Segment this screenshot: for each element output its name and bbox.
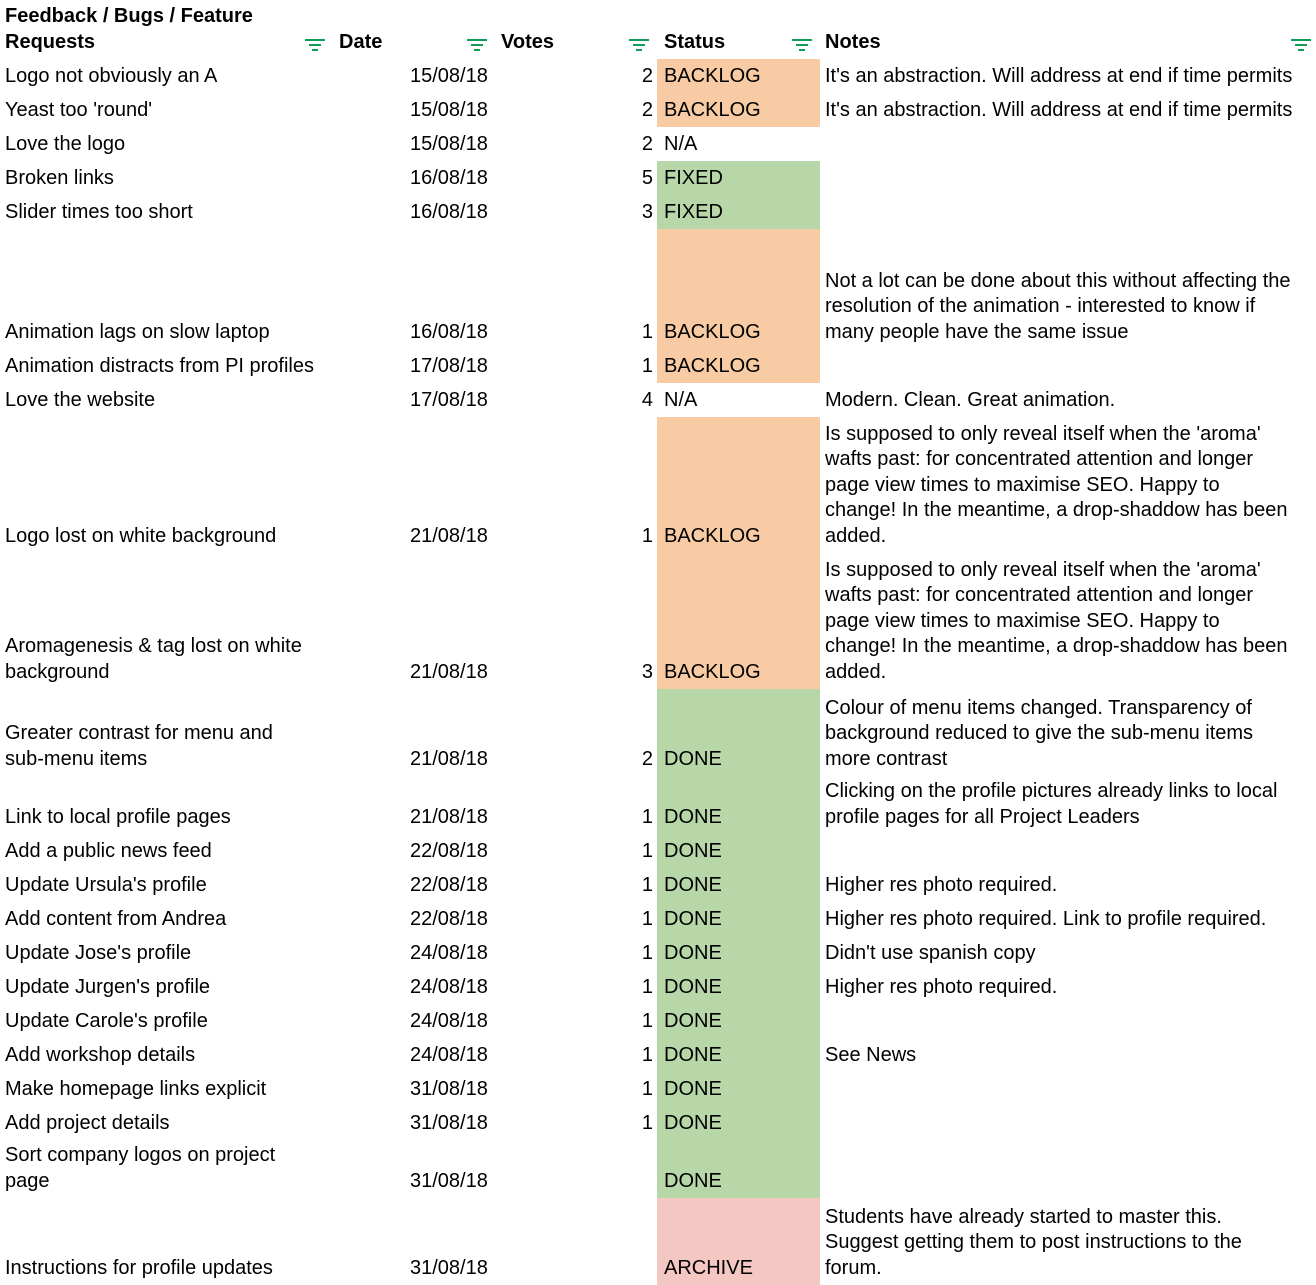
votes-text: 1	[641, 1111, 653, 1134]
status-cell[interactable]	[657, 776, 820, 834]
table-row	[0, 868, 1316, 902]
request-cell[interactable]	[0, 1106, 333, 1140]
notes-text: Colour of menu items changed. Transparency of background reduced to give the sub-menu items more contrast	[825, 696, 1254, 770]
date-cell[interactable]	[333, 161, 495, 195]
votes-cell[interactable]	[495, 229, 657, 349]
status-cell[interactable]	[657, 689, 820, 776]
request-cell[interactable]	[0, 229, 333, 349]
filter-icon[interactable]	[304, 37, 326, 53]
status-text: FIXED	[664, 200, 723, 223]
date-cell[interactable]	[333, 229, 495, 349]
date-cell[interactable]	[333, 1072, 495, 1106]
status-cell[interactable]	[657, 195, 820, 229]
date-cell[interactable]	[333, 1198, 495, 1285]
votes-text: 1	[641, 941, 653, 964]
table-row	[0, 1038, 1316, 1072]
votes-cell[interactable]	[495, 161, 657, 195]
votes-cell[interactable]	[495, 59, 657, 93]
votes-cell[interactable]	[495, 970, 657, 1004]
date-cell[interactable]	[333, 868, 495, 902]
table-row	[0, 936, 1316, 970]
notes-cell[interactable]	[820, 229, 1316, 349]
status-text: BACKLOG	[664, 524, 761, 547]
request-text: Update Ursula's profile	[5, 873, 207, 896]
request-text: Make homepage links explicit	[5, 1077, 267, 1100]
notes-text: Higher res photo required.	[825, 873, 1058, 896]
votes-text: 1	[641, 839, 653, 862]
date-text: 21/08/18	[410, 805, 488, 828]
request-text: Love the logo	[5, 132, 126, 155]
votes-text: 1	[641, 320, 653, 343]
notes-text: Is supposed to only reveal itself when the 'aroma' wafts past: for concentrated attention and longer page view times to maximise SEO. Happy to change! In the meantime, a drop-shaddow has been added.	[825, 558, 1288, 683]
notes-cell[interactable]	[820, 868, 1316, 902]
status-text: DONE	[664, 941, 722, 964]
status-text: DONE	[664, 839, 722, 862]
date-text: 22/08/18	[410, 873, 488, 896]
votes-cell[interactable]	[495, 1140, 657, 1198]
request-text: Update Jurgen's profile	[5, 975, 211, 998]
table-row	[0, 1198, 1316, 1285]
date-cell[interactable]	[333, 1004, 495, 1038]
status-text: BACKLOG	[664, 64, 761, 87]
table-row	[0, 161, 1316, 195]
notes-text: Students have already started to master this. Suggest getting them to post instructions to the forum.	[825, 1205, 1242, 1279]
notes-text: Modern. Clean. Great animation.	[825, 388, 1116, 411]
notes-cell[interactable]	[820, 970, 1316, 1004]
status-text: FIXED	[664, 166, 723, 189]
date-cell[interactable]	[333, 93, 495, 127]
status-text: N/A	[664, 132, 698, 155]
request-cell[interactable]	[0, 689, 333, 776]
table-row	[0, 127, 1316, 161]
notes-text: It's an abstraction. Will address at end if time permits	[825, 64, 1293, 87]
status-text: ARCHIVE	[664, 1256, 753, 1279]
request-text: Aromagenesis & tag lost on white background	[5, 635, 302, 683]
status-cell[interactable]	[657, 1072, 820, 1106]
date-cell[interactable]	[333, 553, 495, 689]
notes-cell[interactable]	[820, 1198, 1316, 1285]
votes-cell[interactable]	[495, 1004, 657, 1038]
request-text: Link to local profile pages	[5, 805, 231, 828]
status-cell[interactable]	[657, 868, 820, 902]
votes-text: 1	[641, 805, 653, 828]
date-text: 21/08/18	[410, 524, 488, 547]
header-votes-label: Votes	[501, 30, 554, 53]
notes-cell[interactable]	[820, 1038, 1316, 1072]
table-row	[0, 1072, 1316, 1106]
date-text: 24/08/18	[410, 975, 488, 998]
date-text: 31/08/18	[410, 1169, 488, 1192]
votes-text: 2	[641, 64, 653, 87]
status-cell[interactable]	[657, 229, 820, 349]
table-row	[0, 417, 1316, 553]
votes-text: 1	[641, 975, 653, 998]
date-text: 31/08/18	[410, 1256, 488, 1279]
date-cell[interactable]	[333, 936, 495, 970]
request-text: Animation lags on slow laptop	[5, 320, 270, 343]
header-status-label: Status	[664, 30, 726, 53]
request-text: Add workshop details	[5, 1043, 196, 1066]
status-text: DONE	[664, 747, 722, 770]
notes-text: See News	[825, 1043, 917, 1066]
status-text: DONE	[664, 975, 722, 998]
votes-cell[interactable]	[495, 195, 657, 229]
header-notes-cell[interactable]	[820, 0, 1316, 59]
votes-text: 2	[641, 98, 653, 121]
request-cell[interactable]	[0, 127, 333, 161]
status-cell[interactable]	[657, 936, 820, 970]
notes-cell[interactable]	[820, 902, 1316, 936]
status-cell[interactable]	[657, 161, 820, 195]
request-text: Broken links	[5, 166, 114, 189]
request-text: Update Carole's profile	[5, 1009, 208, 1032]
votes-cell[interactable]	[495, 1106, 657, 1140]
request-cell[interactable]	[0, 868, 333, 902]
request-text: Slider times too short	[5, 200, 193, 223]
request-cell[interactable]	[0, 383, 333, 417]
status-text: DONE	[664, 1111, 722, 1134]
status-cell[interactable]	[657, 1106, 820, 1140]
header-request-label: Feedback / Bugs / Feature Requests	[5, 5, 253, 53]
status-cell[interactable]	[657, 417, 820, 553]
status-text: N/A	[664, 388, 698, 411]
table-row	[0, 229, 1316, 349]
status-text: DONE	[664, 907, 722, 930]
table-row	[0, 902, 1316, 936]
status-text: DONE	[664, 1043, 722, 1066]
request-cell[interactable]	[0, 1140, 333, 1198]
notes-text: Is supposed to only reveal itself when the 'aroma' wafts past: for concentrated attention and longer page view times to maximise SEO. Happy to change! In the meantime, a drop-shaddow has been added.	[825, 422, 1288, 547]
status-cell[interactable]	[657, 127, 820, 161]
notes-text: It's an abstraction. Will address at end if time permits	[825, 98, 1293, 121]
date-text: 21/08/18	[410, 747, 488, 770]
request-cell[interactable]	[0, 834, 333, 868]
notes-text: Higher res photo required. Link to profile required.	[825, 907, 1267, 930]
date-cell[interactable]	[333, 349, 495, 383]
status-cell[interactable]	[657, 970, 820, 1004]
header-request-cell[interactable]	[0, 0, 333, 59]
date-text: 24/08/18	[410, 1043, 488, 1066]
votes-text: 2	[641, 747, 653, 770]
notes-cell[interactable]	[820, 1140, 1316, 1198]
table-row	[0, 383, 1316, 417]
votes-cell[interactable]	[495, 383, 657, 417]
request-text: Add content from Andrea	[5, 907, 227, 930]
table-row	[0, 689, 1316, 776]
request-cell[interactable]	[0, 902, 333, 936]
votes-cell[interactable]	[495, 776, 657, 834]
notes-cell[interactable]	[820, 161, 1316, 195]
date-cell[interactable]	[333, 1106, 495, 1140]
notes-cell[interactable]	[820, 689, 1316, 776]
date-cell[interactable]	[333, 902, 495, 936]
header-status-cell[interactable]	[657, 0, 820, 59]
date-cell[interactable]	[333, 195, 495, 229]
request-text: Add a public news feed	[5, 839, 212, 862]
status-cell[interactable]	[657, 553, 820, 689]
votes-cell[interactable]	[495, 902, 657, 936]
votes-cell[interactable]	[495, 834, 657, 868]
date-text: 16/08/18	[410, 200, 488, 223]
votes-cell[interactable]	[495, 689, 657, 776]
votes-cell[interactable]	[495, 349, 657, 383]
date-cell[interactable]	[333, 1140, 495, 1198]
votes-text: 3	[641, 660, 653, 683]
date-text: 22/08/18	[410, 839, 488, 862]
table-row	[0, 1004, 1316, 1038]
table-row	[0, 834, 1316, 868]
notes-text: Higher res photo required.	[825, 975, 1058, 998]
filter-icon[interactable]	[466, 37, 488, 53]
notes-cell[interactable]	[820, 417, 1316, 553]
votes-text: 1	[641, 1009, 653, 1032]
date-text: 21/08/18	[410, 660, 488, 683]
date-cell[interactable]	[333, 383, 495, 417]
status-text: BACKLOG	[664, 354, 761, 377]
date-text: 16/08/18	[410, 320, 488, 343]
notes-text: Clicking on the profile pictures already links to local profile pages for all Project Leaders	[825, 780, 1278, 828]
filter-icon[interactable]	[791, 37, 813, 53]
request-cell[interactable]	[0, 936, 333, 970]
request-cell[interactable]	[0, 1038, 333, 1072]
header-votes-cell[interactable]	[495, 0, 657, 59]
table-row	[0, 776, 1316, 834]
table-row	[0, 970, 1316, 1004]
notes-cell[interactable]	[820, 93, 1316, 127]
votes-cell[interactable]	[495, 868, 657, 902]
notes-cell[interactable]	[820, 127, 1316, 161]
table-row	[0, 59, 1316, 93]
date-cell[interactable]	[333, 970, 495, 1004]
date-text: 16/08/18	[410, 166, 488, 189]
votes-text: 2	[641, 132, 653, 155]
votes-cell[interactable]	[495, 936, 657, 970]
votes-text: 3	[641, 200, 653, 223]
date-cell[interactable]	[333, 689, 495, 776]
status-cell[interactable]	[657, 902, 820, 936]
table-row	[0, 93, 1316, 127]
date-cell[interactable]	[333, 59, 495, 93]
status-text: DONE	[664, 1077, 722, 1100]
notes-text: Didn't use spanish copy	[825, 941, 1036, 964]
request-cell[interactable]	[0, 553, 333, 689]
request-text: Logo lost on white background	[5, 524, 277, 547]
header-notes-label: Notes	[825, 30, 881, 53]
notes-cell[interactable]	[820, 553, 1316, 689]
votes-text: 1	[641, 1043, 653, 1066]
date-text: 17/08/18	[410, 388, 488, 411]
votes-text: 1	[641, 354, 653, 377]
request-cell[interactable]	[0, 161, 333, 195]
status-text: BACKLOG	[664, 98, 761, 121]
date-text: 15/08/18	[410, 98, 488, 121]
request-text: Instructions for profile updates	[5, 1256, 273, 1279]
date-text: 17/08/18	[410, 354, 488, 377]
table-row	[0, 195, 1316, 229]
date-text: 15/08/18	[410, 132, 488, 155]
request-text: Add project details	[5, 1111, 170, 1134]
request-cell[interactable]	[0, 1004, 333, 1038]
notes-cell[interactable]	[820, 834, 1316, 868]
notes-cell[interactable]	[820, 1004, 1316, 1038]
notes-cell[interactable]	[820, 195, 1316, 229]
request-text: Greater contrast for menu and sub-menu items	[5, 722, 273, 770]
date-text: 15/08/18	[410, 64, 488, 87]
request-cell[interactable]	[0, 970, 333, 1004]
request-cell[interactable]	[0, 1072, 333, 1106]
request-text: Update Jose's profile	[5, 941, 192, 964]
request-cell[interactable]	[0, 349, 333, 383]
status-cell[interactable]	[657, 834, 820, 868]
request-text: Yeast too 'round'	[5, 98, 153, 121]
date-cell[interactable]	[333, 417, 495, 553]
status-text: DONE	[664, 805, 722, 828]
votes-cell[interactable]	[495, 1198, 657, 1285]
notes-cell[interactable]	[820, 936, 1316, 970]
votes-cell[interactable]	[495, 1038, 657, 1072]
header-date-cell[interactable]	[333, 0, 495, 59]
request-cell[interactable]	[0, 1198, 333, 1285]
header-row	[0, 0, 1316, 59]
status-cell[interactable]	[657, 349, 820, 383]
request-cell[interactable]	[0, 417, 333, 553]
status-text: DONE	[664, 1009, 722, 1032]
date-cell[interactable]	[333, 776, 495, 834]
table-row	[0, 553, 1316, 689]
table-row	[0, 1106, 1316, 1140]
status-cell[interactable]	[657, 93, 820, 127]
votes-text: 1	[641, 524, 653, 547]
notes-cell[interactable]	[820, 383, 1316, 417]
request-text: Logo not obviously an A	[5, 64, 218, 87]
request-text: Animation distracts from PI profiles	[5, 354, 314, 377]
status-text: DONE	[664, 1169, 722, 1192]
request-text: Love the website	[5, 388, 156, 411]
date-text: 31/08/18	[410, 1111, 488, 1134]
status-text: DONE	[664, 873, 722, 896]
request-cell[interactable]	[0, 93, 333, 127]
table-row	[0, 349, 1316, 383]
status-text: BACKLOG	[664, 660, 761, 683]
date-text: 31/08/18	[410, 1077, 488, 1100]
date-text: 22/08/18	[410, 907, 488, 930]
status-cell[interactable]	[657, 1004, 820, 1038]
votes-text: 5	[641, 166, 653, 189]
status-cell[interactable]	[657, 1140, 820, 1198]
votes-cell[interactable]	[495, 93, 657, 127]
status-cell[interactable]	[657, 59, 820, 93]
request-text: Sort company logos on project page	[5, 1144, 276, 1192]
notes-cell[interactable]	[820, 349, 1316, 383]
notes-cell[interactable]	[820, 59, 1316, 93]
header-date-label: Date	[339, 30, 383, 53]
date-cell[interactable]	[333, 834, 495, 868]
status-cell[interactable]	[657, 1198, 820, 1285]
request-cell[interactable]	[0, 776, 333, 834]
votes-text: 4	[641, 388, 653, 411]
notes-cell[interactable]	[820, 1072, 1316, 1106]
votes-text: 1	[641, 1077, 653, 1100]
date-cell[interactable]	[333, 127, 495, 161]
status-cell[interactable]	[657, 383, 820, 417]
status-text: BACKLOG	[664, 320, 761, 343]
date-text: 24/08/18	[410, 941, 488, 964]
votes-cell[interactable]	[495, 1072, 657, 1106]
status-cell[interactable]	[657, 1038, 820, 1072]
notes-cell[interactable]	[820, 776, 1316, 834]
votes-cell[interactable]	[495, 553, 657, 689]
filter-icon[interactable]	[1290, 37, 1312, 53]
date-cell[interactable]	[333, 1038, 495, 1072]
votes-text: 1	[641, 873, 653, 896]
table-body	[0, 59, 1316, 1285]
request-cell[interactable]	[0, 195, 333, 229]
table-row	[0, 1140, 1316, 1198]
date-text: 24/08/18	[410, 1009, 488, 1032]
notes-text: Not a lot can be done about this without affecting the resolution of the animation - interested to know if many people have the same issue	[825, 269, 1291, 343]
request-cell[interactable]	[0, 59, 333, 93]
notes-cell[interactable]	[820, 1106, 1316, 1140]
votes-cell[interactable]	[495, 417, 657, 553]
filter-icon[interactable]	[628, 37, 650, 53]
votes-cell[interactable]	[495, 127, 657, 161]
votes-text: 1	[641, 907, 653, 930]
